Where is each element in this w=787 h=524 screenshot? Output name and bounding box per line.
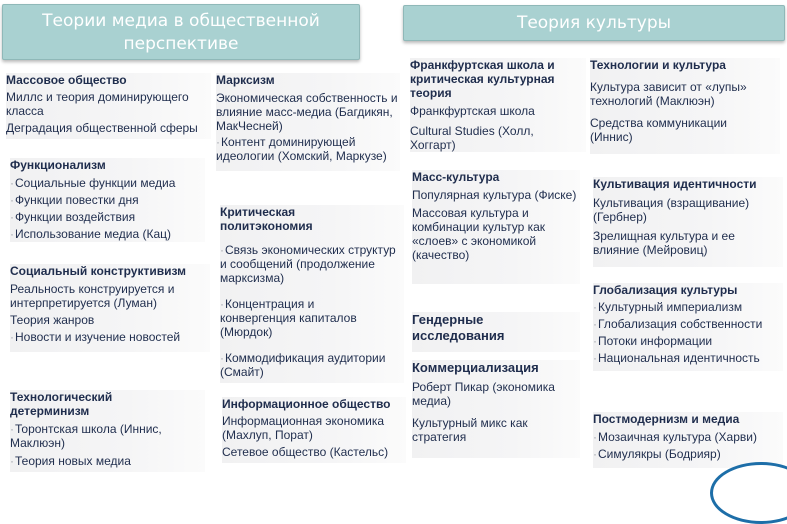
list-item: · Функции повестки дня (10, 193, 205, 207)
list-item: · Потоки информации (593, 334, 783, 348)
block-heading: Социальный конструктивизм (10, 264, 187, 278)
block-heading: Массовое общество (6, 73, 127, 87)
block-heading: Франкфуртская школа и критическая культурная теория (410, 58, 555, 100)
block-commercialization (412, 360, 580, 458)
block-critical-political-economy (220, 205, 404, 383)
block-functionalism (10, 158, 205, 242)
block-tech-culture (590, 58, 780, 154)
list-item: Франкфуртская школа (410, 104, 535, 118)
block-postmodernism (593, 412, 783, 468)
right-title-banner (403, 5, 785, 41)
list-item: Теория жанров (10, 313, 95, 327)
list-item: · Концентрация и конвергенция капиталов (Мюрдок) (220, 297, 370, 339)
block-heading: Постмодернизм и медиа (593, 412, 740, 426)
block-mass-culture (412, 170, 580, 284)
list-item: Сетевое общество (Кастельс) (222, 445, 389, 459)
list-item: · Культурный империализм (593, 300, 783, 314)
block-heading: Масс-культура (412, 170, 500, 184)
block-globalization (593, 283, 783, 371)
list-item: · Социальные функции медиа (10, 176, 205, 190)
list-item: Массовая культура и комбинации культур как «слоев» с экономикой (качество) (412, 206, 546, 262)
list-item: · Контент доминирующей идеологии (Хомский, Маркузе) (216, 135, 400, 163)
block-heading: Марксизм (216, 73, 275, 87)
list-item: · Глобализация собственности (593, 317, 783, 331)
list-item: Популярная культура (Фиске) (412, 188, 577, 202)
block-heading: Культивация идентичности (593, 177, 757, 191)
list-item: Роберт Пикар (экономика медиа) (412, 380, 555, 408)
block-gender-studies (412, 312, 580, 352)
block-heading: Глобализация культуры (593, 283, 738, 297)
list-item: Культура зависит от «лупы» технологий (Маклюэн) (590, 80, 747, 108)
block-tech-determinism (10, 390, 205, 472)
block-cultivation-identity (593, 177, 783, 267)
list-item: · Мозаичная культура (Харви) (593, 430, 783, 444)
left-title: Теории медиа в общественной перспективе (42, 11, 320, 54)
list-item: · Торонтская школа (Иннис, Маклюэн) (10, 422, 180, 450)
block-heading: Гендерные исследования (412, 312, 505, 343)
list-item: Культурный микс как стратегия (412, 416, 528, 444)
block-information-society (222, 397, 406, 463)
list-item: Культивация (взращивание) (Гербнер) (593, 196, 750, 224)
list-item: Деградация общественной сферы (6, 121, 198, 135)
list-item: Миллс и теория доминирующего класса (6, 90, 189, 118)
list-item: · Теория новых медиа (10, 454, 205, 468)
block-social-constructivism (10, 264, 210, 352)
list-item: · Коммодификация аудитории (Смайт) (220, 351, 404, 379)
list-item: · Симулякры (Бодрияр) (593, 447, 783, 461)
logo-circle (710, 462, 787, 524)
right-title: Теория культуры (516, 13, 672, 33)
block-heading: Информационное общество (222, 397, 391, 411)
list-item: · Использование медиа (Кац) (10, 227, 205, 241)
list-item: Зрелищная культура и ее влияние (Мейровиц) (593, 229, 735, 257)
list-item: · Новости и изучение новостей (10, 330, 210, 344)
block-heading: Коммерциализация (412, 360, 539, 375)
block-heading: Технологии и культура (590, 58, 726, 72)
block-marxism (216, 73, 400, 171)
list-item: Средства коммуникации (Иннис) (590, 116, 727, 144)
list-item: Реальность конструируется и интерпретируется (Луман) (10, 282, 175, 310)
block-frankfurt (410, 58, 586, 152)
list-item: Cultural Studies (Холл, Хоггарт) (410, 124, 534, 152)
list-item: Информационная экономика (Махлуп, Порат) (222, 414, 385, 442)
list-item: · Национальная идентичность (593, 351, 783, 365)
block-heading: Функционализм (10, 158, 106, 172)
list-item: Экономическая собственность и влияние масс-медиа (Багдикян, МакЧесней) (216, 91, 398, 133)
block-heading: Технологический детерминизм (10, 390, 113, 418)
list-item: · Связь экономических структур и сообщений (продолжение марксизма) (220, 243, 404, 285)
list-item: · Функции воздействия (10, 210, 205, 224)
block-mass-society (6, 73, 211, 139)
block-heading: Критическая политэкономия (220, 205, 313, 233)
left-title-banner (2, 4, 360, 60)
